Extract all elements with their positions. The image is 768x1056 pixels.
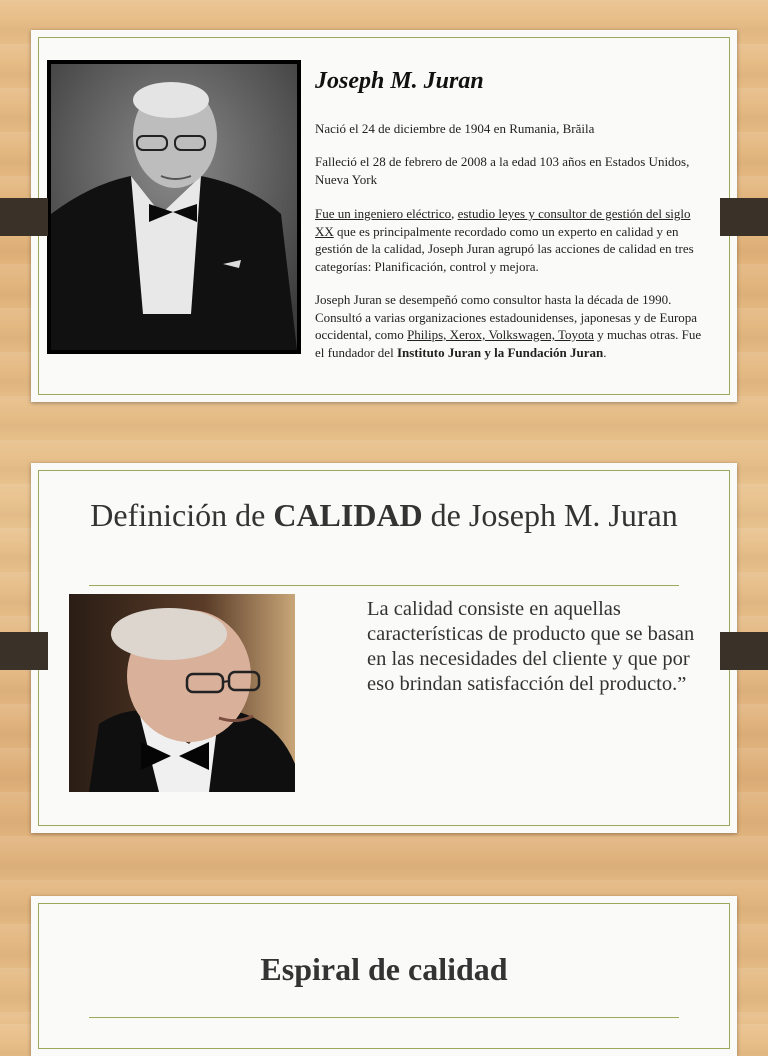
definition-title-post: de Joseph M. Juran	[422, 497, 678, 533]
slide-quality-definition	[31, 463, 737, 833]
slide-tab-right	[720, 632, 768, 670]
slide-tab-left	[0, 632, 48, 670]
slide-quality-spiral	[31, 896, 737, 1056]
consult-end-text: .	[603, 344, 607, 360]
title-divider	[89, 585, 679, 586]
spiral-title: Espiral de calidad	[260, 951, 508, 987]
death-text: Falleció el 28 de febrero de 2008 a la edad 103 años en Estados Unidos, Nueva York	[315, 154, 690, 187]
definition-title-pre: Definición de	[90, 497, 274, 533]
slide-tab-left	[0, 198, 48, 236]
institute-name: Instituto Juran y la Fundación Juran	[396, 344, 604, 360]
bio-title: Joseph M. Juran	[315, 68, 484, 94]
birth-text: Nació el 24 de diciembre de 1904 en Rumania, Brăila	[315, 121, 595, 136]
career-link-engineer[interactable]: Fue un ingeniero eléctrico	[315, 206, 452, 221]
slide-tab-right	[720, 198, 768, 236]
title-divider	[89, 1017, 679, 1018]
slide-biography	[31, 30, 737, 402]
consult-mid-text: y muchas otras. Fue el fundador del	[315, 327, 702, 360]
career-separator: ,	[451, 206, 458, 221]
consult-start-text: Joseph Juran se desempeñó como consultor hasta la década de 1990. Consultó a varias organizaciones estadounidenses, japonesas y de Europa occidental, como	[315, 292, 698, 342]
consulting-paragraph	[315, 291, 711, 361]
juran-portrait-photo	[47, 60, 301, 354]
career-rest-text: que es principalmente recordado como un experto en calidad y en gestión de la calidad, Joseph Juran agrupó las acciones de calidad en tres categorías: Planificación, control y mejora.	[315, 223, 694, 274]
career-link-law[interactable]: estudio leyes y consultor de gestión del siglo XX	[315, 206, 691, 239]
career-paragraph	[315, 205, 711, 275]
companies-link[interactable]: Philips, Xerox, Volkswagen, Toyota	[407, 327, 594, 342]
definition-title-bold: CALIDAD	[273, 497, 423, 533]
definition-title	[71, 496, 697, 534]
juran-closeup-photo	[69, 594, 295, 792]
quality-quote: La calidad consiste en aquellas características de producto que se basan en las necesidades del cliente y que por eso brindan satisfacción del producto.”	[367, 598, 695, 695]
